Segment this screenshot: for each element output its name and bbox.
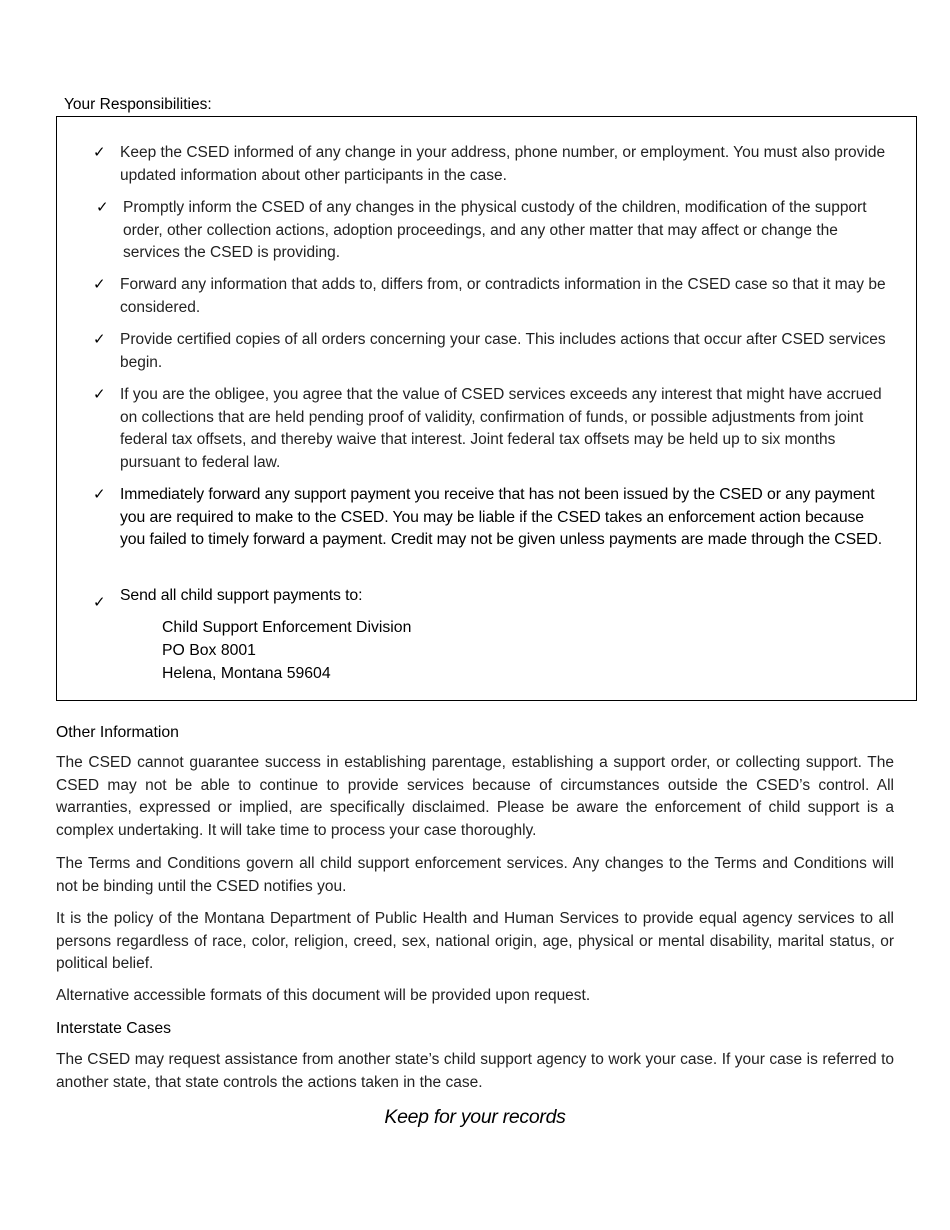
checkmark-icon: ✓ [93, 386, 106, 403]
checkmark-icon: ✓ [93, 276, 106, 293]
checkmark-icon: ✓ [93, 486, 106, 503]
responsibility-text: If you are the obligee, you agree that the value of CSED services exceeds any interest that might have accrued on collections that are held pending proof of validity, confirmation of funds, or possible adjustments from joint federal tax offsets, and thereby waive that interest. Joint federal tax offsets may be held up to six months pursuant to federal law. [120, 386, 882, 471]
responsibility-text: Provide certified copies of all orders concerning your case. This includes actions that occur after CSED services begin. [120, 331, 886, 371]
paragraph: Alternative accessible formats of this document will be provided upon request. [56, 987, 591, 1004]
checkmark-icon: ✓ [96, 199, 109, 216]
address-line: Helena, Montana 59604 [162, 664, 331, 682]
responsibilities-box [56, 116, 917, 701]
other-information-heading: Other Information [56, 724, 179, 741]
paragraph: The Terms and Conditions govern all child support enforcement services. Any changes to the Terms and Conditions will not be binding until the CSED notifies you. [56, 855, 894, 895]
responsibility-text: Keep the CSED informed of any change in your address, phone number, or employment. You must also provide updated information about other participants in the case. [120, 144, 886, 184]
paragraph: The CSED cannot guarantee success in establishing parentage, establishing a support order, or collecting support. The CSED may not be able to continue to provide services because of circumstances outside the CSED’s control. All warranties, expressed or implied, are specifically disclaimed. Please be aware the enforcement of child support is a complex undertaking. It will take time to process your case thoroughly. [56, 754, 894, 840]
address-line: PO Box 8001 [162, 641, 256, 659]
responsibility-text: Immediately forward any support payment you receive that has not been issued by the CSED or any payment you are required to make to the CSED. You may be liable if the CSED takes an enforcement action because you failed to timely forward a payment. Credit may not be given unless payments are made through the CSED. [120, 486, 883, 549]
keep-records-note: Keep for your records [384, 1106, 566, 1128]
responsibilities-title: Your Responsibilities: [64, 96, 212, 113]
paragraph: The CSED may request assistance from another state’s child support agency to work your case. If your case is referred to another state, that state controls the actions taken in the case. [56, 1051, 894, 1091]
responsibility-text: Promptly inform the CSED of any changes in the physical custody of the children, modification of the support order, other collection actions, adoption proceedings, and any other matter that may affect or change the services the CSED is providing. [123, 199, 867, 262]
payment-address [162, 617, 411, 685]
checkmark-icon: ✓ [93, 331, 106, 348]
checkmark-icon: ✓ [93, 594, 106, 611]
checkmark-icon: ✓ [93, 144, 106, 161]
paragraph: It is the policy of the Montana Department of Public Health and Human Services to provide equal agency services to all persons regardless of race, color, religion, creed, sex, national origin, age, physical or mental disability, marital status, or political belief. [56, 910, 894, 973]
responsibility-text: Forward any information that adds to, differs from, or contradicts information in the CSED case so that it may be considered. [120, 276, 886, 316]
interstate-cases-heading: Interstate Cases [56, 1020, 172, 1037]
address-line: Child Support Enforcement Division [162, 619, 412, 636]
responsibility-text: Send all child support payments to: [120, 587, 363, 604]
